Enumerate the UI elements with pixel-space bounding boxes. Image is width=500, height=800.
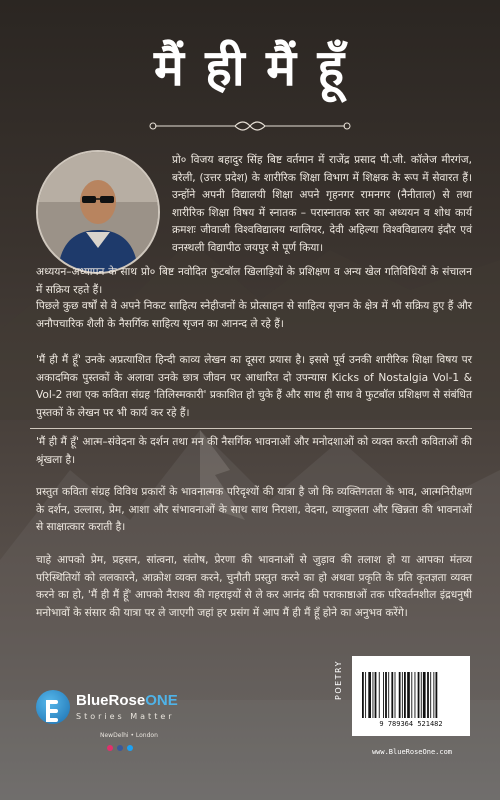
ornament-divider-icon	[145, 116, 355, 136]
author-publications: 'मैं ही मैं हूँ' उनके अप्रत्याशित हिन्दी काव्य लेखन का दूसरा प्रयास है। इससे पूर्व उनकी शारीरिक शिक्षा विषय पर अकादमिक पुस्तकों के अलावा उनके छात्र जीवन पर आधारित दो उपन्यास Kicks of Nostalgia Vol-1 & Vol-2 तथा एक कविता संग्रह 'तिलिस्मकारी' प्रकाशित हो चुके हैं और साथ ही साथ वे फुटबॉल प्रशिक्षण से संबंधित पुस्तकों के लेखन पर भी कार्य कर रहे हैं।	[36, 354, 472, 419]
section-divider	[30, 428, 472, 429]
publisher-tagline: Stories Matter	[76, 712, 175, 721]
book-invitation: चाहे आपको प्रेम, प्रहसन, सांत्वना, संतोष, प्रेरणा की भावनाओं से जुड़ाव की तलाश हो या आपका मंतव्य परिस्थितियों को ललकारने, आक्रोश व्यक्त करने, चुनौती प्रस्तुत करने का हो अथवा प्रकृति के प्रति कृतज्ञता व्यक्त करने का हो, 'मैं ही मैं हूँ' आपको नैराश्य की गहराइयों से ले कर आनंद की पराकाष्ठाओं तक परिवर्तनशील इंद्रधनुषी मनोभावों के संसार की यात्रा पर ले जाएगी जहां हर प्रसंग में आप मैं ही मैं हूँ होने का अनुभव करेंगे।	[36, 554, 472, 619]
book-content: प्रस्तुत कविता संग्रह विविध प्रकारों के भावनात्मक परिदृश्यों की यात्रा है जो कि व्यक्तिगतता के भाव, आत्मनिरीक्षण के दर्शन, उल्लास, प्रेम, आशा और संभावनाओं के साथ साथ निराशा, वेदना, व्याकुलता और खिन्नता की भावनाओं से साक्षात्कार कराती है।	[36, 486, 472, 534]
book-title: मैं ही मैं हूँ	[153, 38, 347, 97]
genre-label: POETRY	[334, 660, 343, 700]
author-activities: अध्ययन–अध्यापन के साथ प्रो० बिष्ट नवोदित फुटबॉल खिलाड़ियों के प्रशिक्षण व अन्य खेल गतिविधियों के संचालन में सक्रिय रहते हैं।	[36, 266, 472, 296]
publisher-logo	[36, 686, 196, 746]
publisher-website: www.BlueRoseOne.com	[371, 748, 453, 756]
isbn-number: 9 789364 521482	[379, 720, 443, 728]
social-media-icons	[106, 744, 136, 752]
book-intro: 'मैं ही मैं हूँ' आत्म–संवेदना के दर्शन तथा मन की नैसर्गिक भावनाओं और मनोदशाओं को व्यक्त करती कविताओं की श्रृंखला है।	[36, 436, 472, 466]
author-literary-work: पिछले कुछ वर्षों से वे अपने निकट साहित्य स्नेहीजनों के प्रोत्साहन से साहित्य सृजन के क्षेत्र में भी सक्रिय हुए हैं और अनौपचारिक शैली के नैसर्गिक साहित्य सृजन का आनन्द ले रहे हैं।	[36, 300, 472, 330]
isbn-barcode	[352, 656, 470, 736]
publisher-name-part2: ONE	[145, 692, 178, 709]
publisher-name-part1: BlueRose	[76, 692, 146, 709]
publisher-logo-icon	[36, 690, 70, 724]
publisher-name	[76, 692, 178, 709]
barcode-icon	[360, 672, 462, 718]
author-photo	[36, 150, 160, 274]
author-bio: प्रो० विजय बहादुर सिंह बिष्ट वर्तमान में राजेंद्र प्रसाद पी.जी. कॉलेज मीरगंज, बरेली, (उत्तर प्रदेश) के शारीरिक शिक्षा विभाग में शिक्षक के रूप में सेवारत हैं। उन्होंने अपनी विद्यालयी शिक्षा अपने गृहनगर रामनगर (नैनीताल) से तथा शारीरिक शिक्षा विषय में स्नातक – परास्नातक स्तर का अध्ययन व शोध कार्य क्रमशः जीवाजी विश्वविद्यालय ग्वालियर, देवी अहिल्या विश्वविद्यालय इंदौर एवं वनस्थली विद्यापीठ जयपुर से पूर्ण किया।	[172, 154, 472, 254]
publisher-locations: NewDelhi • London	[100, 732, 158, 739]
